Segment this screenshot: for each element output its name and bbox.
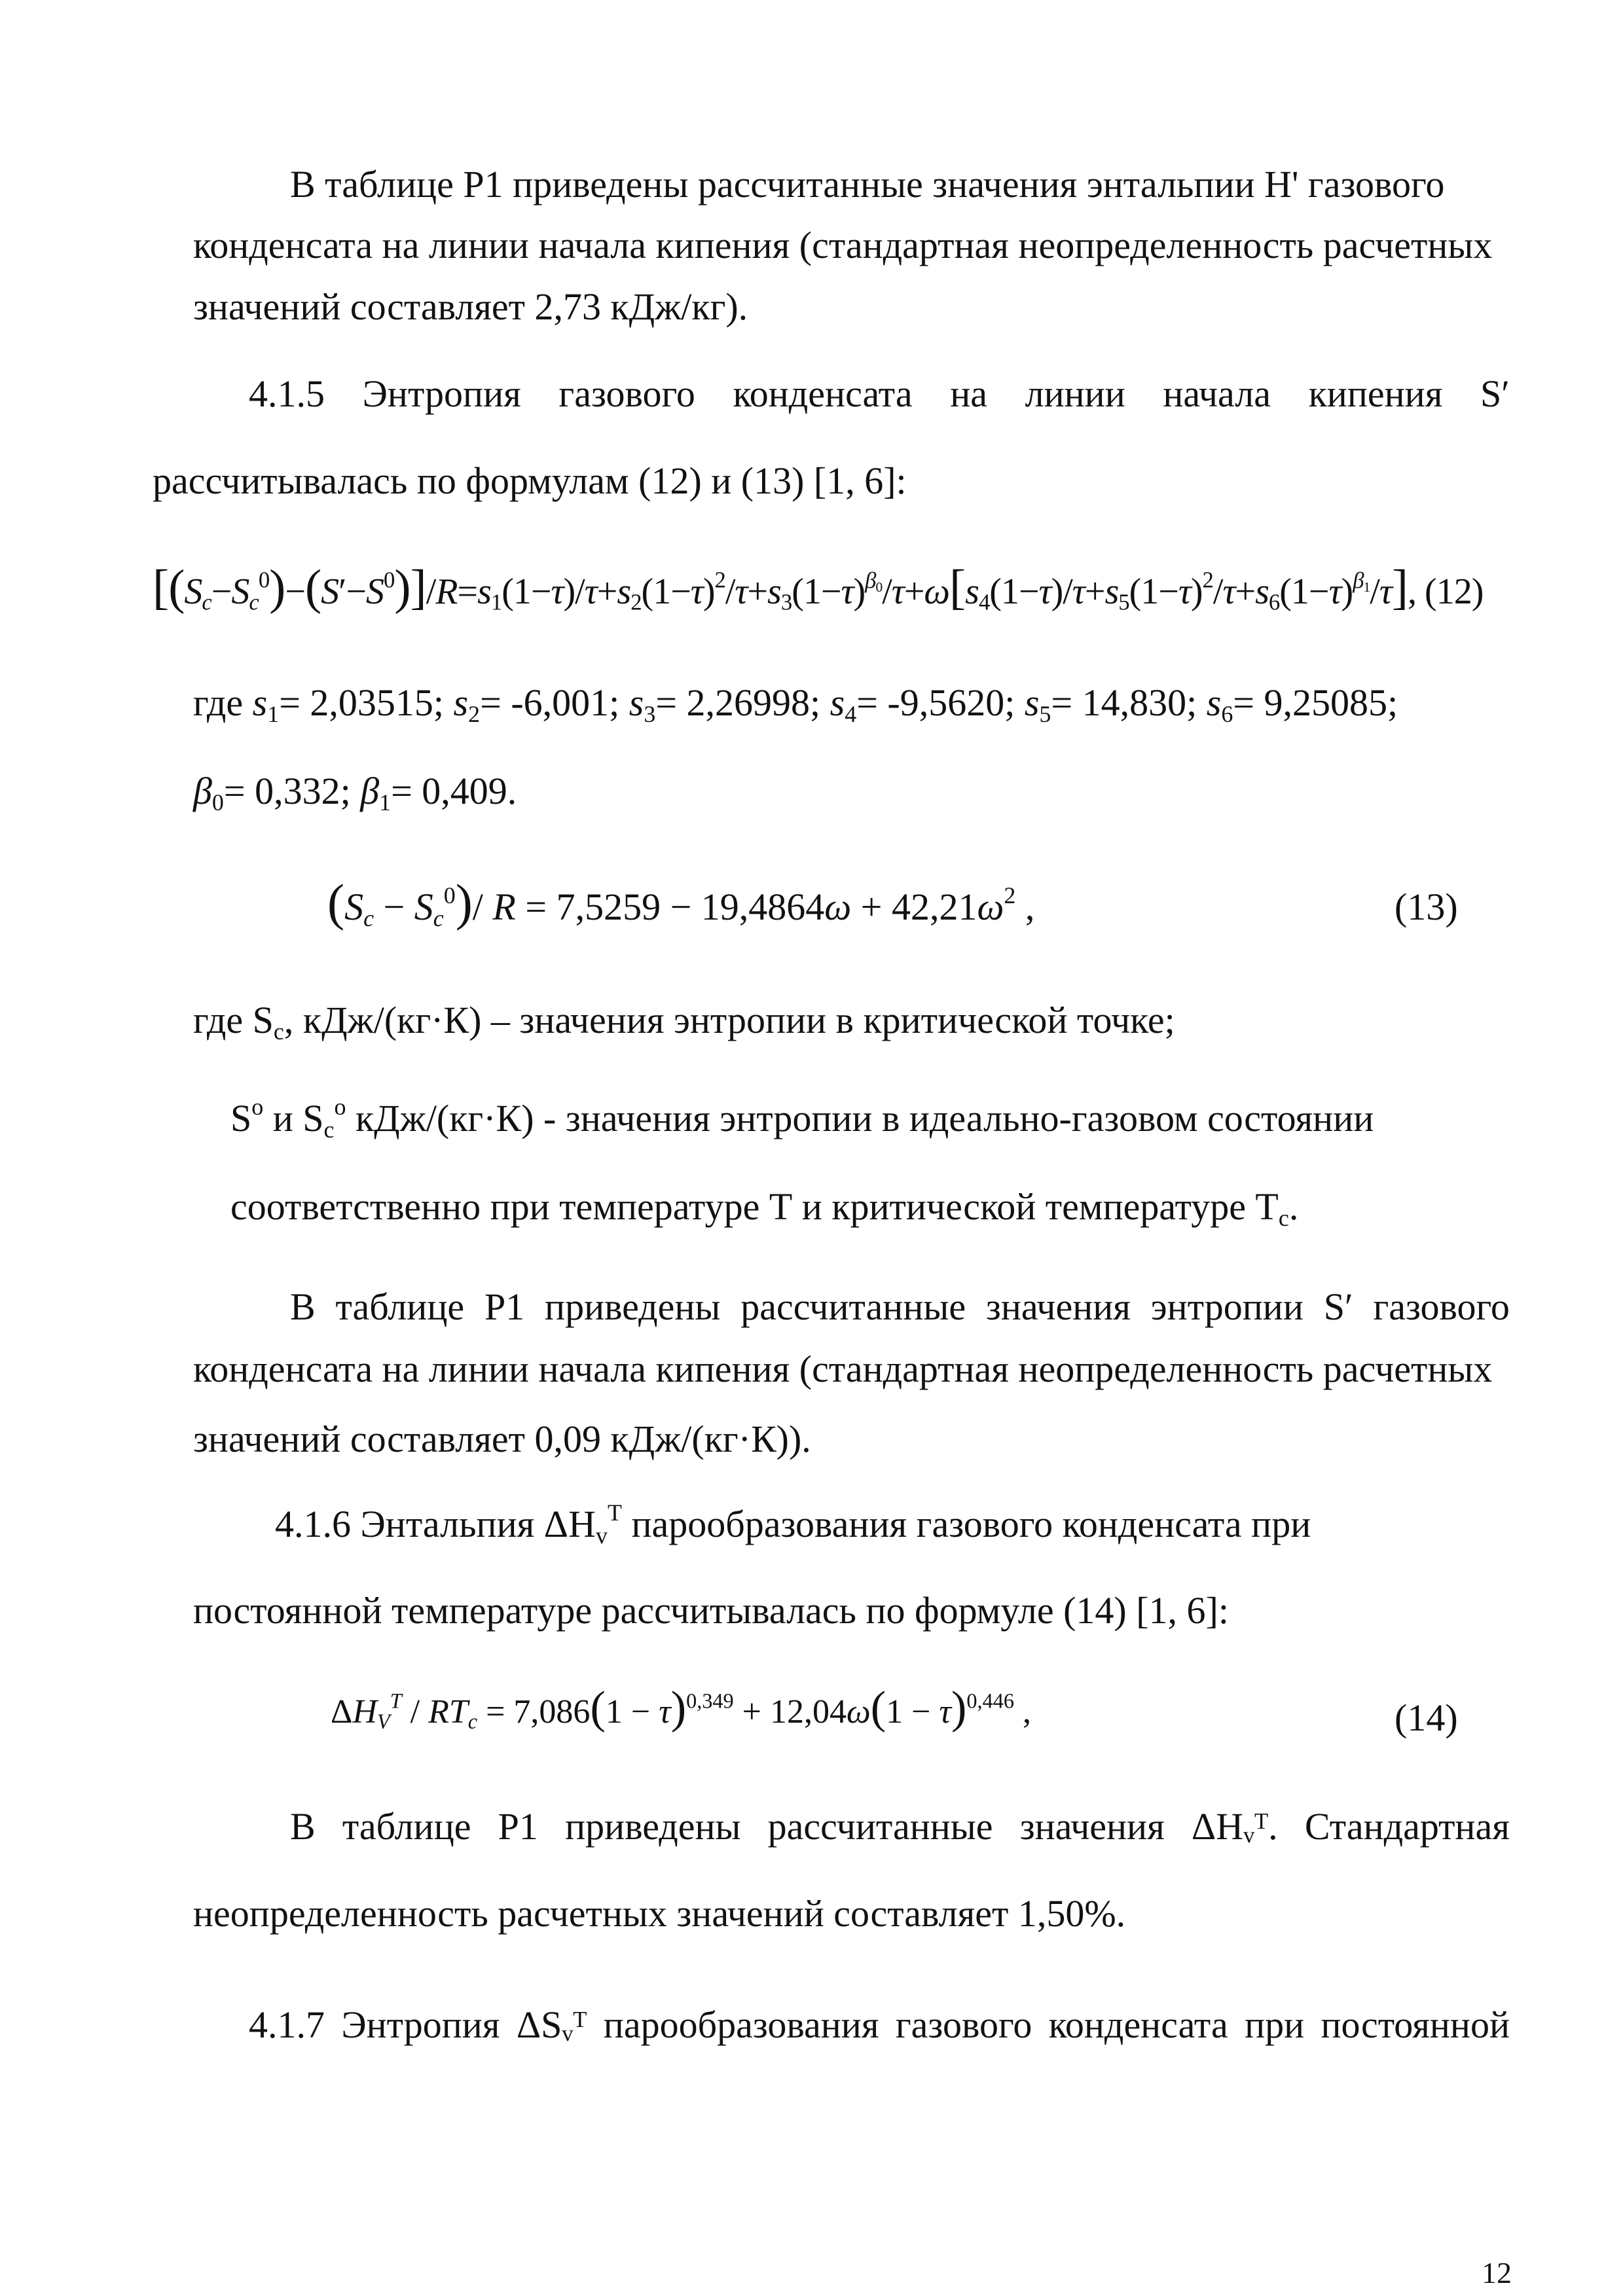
- sec415-line-1: [249, 372, 1510, 415]
- sec416-l1b: парообразования газового конденсата при: [621, 1503, 1311, 1545]
- p2-word: энтропии: [1150, 1285, 1304, 1328]
- where13-l2a: S: [230, 1097, 252, 1139]
- p3-word: Р1: [498, 1805, 538, 1848]
- p3-line-2: неопределенность расчетных значений составляет 1,50%.: [193, 1892, 1126, 1935]
- equation-12-number: , (12): [1408, 571, 1484, 612]
- sec417-word: конденсата: [1048, 2003, 1228, 2046]
- p2-word: газового: [1373, 1285, 1510, 1328]
- p3-word: рассчитанные: [767, 1805, 993, 1848]
- equation-13-rhs: = 7,5259 − 19,4864: [525, 886, 825, 928]
- equation-13-number: (13): [1395, 886, 1458, 928]
- coefficients-line-1: где $s_1= 2,03515$; $s_2= -6,001$; $s_3= 2,26998$; $s_4= -9,5620$; $s_5= 14,830$; $s_6= 9,25085$;: [193, 681, 1398, 728]
- sec415-word: S′: [1480, 372, 1510, 415]
- where13-l3a: соответственно при температуре Т и критической температуре Т: [230, 1185, 1279, 1228]
- coef-b1: = 0,409.: [391, 770, 517, 812]
- where13-l1b: , кДж/(кг·К) – значения энтропии в критической точке;: [283, 999, 1175, 1041]
- sec417-line-1: [249, 2003, 1510, 2046]
- equation-14-number: (14): [1395, 1696, 1458, 1739]
- coef-b0: = 0,332;: [223, 770, 361, 812]
- p2-word: приведены: [545, 1285, 721, 1328]
- p1-line-3: значений составляет 2,73 кДж/кг).: [193, 285, 748, 328]
- sec415-word: газового: [558, 372, 695, 415]
- p3-word: значения: [1019, 1805, 1165, 1848]
- p2-word: рассчитанные: [740, 1285, 966, 1328]
- where13-l1a: где S: [193, 999, 274, 1041]
- sec415-word: 4.1.5: [249, 372, 325, 415]
- coef-label: где: [193, 681, 244, 724]
- sec415-word: на: [950, 372, 987, 415]
- p3-word: Стандартная: [1304, 1805, 1510, 1848]
- p3-word: приведены: [565, 1805, 741, 1848]
- p2-line-1: [290, 1285, 1510, 1328]
- where13-line-1: где $S_c$, кДж/(кг·К) – значения энтропии в критической точке;: [193, 999, 1175, 1045]
- p2-line-3: значений составляет 0,09 кДж/(кг·К)).: [193, 1418, 811, 1460]
- coef-s4: = -9,5620;: [856, 681, 1025, 724]
- sec417-word: Энтропия: [341, 2003, 500, 2046]
- p3-line-1: [290, 1805, 1510, 1848]
- coefficients-line-2: $\beta_0= 0,332$; $\beta_1= 0,409$.: [193, 770, 517, 816]
- equation-12: $[(S_c-S_c^0)-(S'-S^0)]/R=s_1(1-\tau)/\tau+s_2(1-\tau)^2/\tau+s_3(1-\tau)^{\beta_0}/\tau+\omega[s_4(1-\tau)/\tau+s_5(1-\tau)^2/\tau+s_6(1-\tau)^{\beta_1}/\tau]$, (12): [153, 560, 1484, 615]
- where13-line-3: соответственно при температуре Т и критической температуре $Т_c$.: [230, 1185, 1299, 1232]
- p2-line-2: конденсата на линии начала кипения (стандартная неопределенность расчетных: [193, 1348, 1493, 1390]
- where13-line-2: $S^o$ и $S_c^o$ кДж/(кг·К) - значения энтропии в идеально-газовом состоянии: [230, 1093, 1374, 1143]
- sec415-line-2: рассчитывалась по формулам (12) и (13) [1, 6]:: [153, 459, 907, 502]
- equation-14: $\Delta H_V^T / RT_c = 7,086(1 - \tau)^{0,349} + 12,04\omega(1 - \tau)^{0,446}$ ,: [331, 1682, 1031, 1734]
- page-number: 12: [1482, 2256, 1512, 2289]
- sec415-word: конденсата: [733, 372, 913, 415]
- p3-word: ΔHᵥᵀ.: [1191, 1805, 1278, 1848]
- sec416-line-1: 4.1.6 Энтальпия $\Delta H_v^T$ парообразования газового конденсата при: [275, 1499, 1311, 1549]
- coef-s1: = 2,03515;: [279, 681, 454, 724]
- coef-s5: = 14,830;: [1051, 681, 1207, 724]
- p2-word: значения: [985, 1285, 1131, 1328]
- coef-s2: = -6,001;: [480, 681, 629, 724]
- where13-l2c: кДж/(кг·К) - значения энтропии в идеально-газовом состоянии: [346, 1097, 1374, 1139]
- p3-word: таблице: [342, 1805, 471, 1848]
- sec417-word: при: [1245, 2003, 1305, 2046]
- sec416-line-2: постоянной температуре рассчитывалась по формуле (14) [1, 6]:: [193, 1589, 1229, 1632]
- coef-s6: = 9,25085;: [1233, 681, 1398, 724]
- sec415-word: линии: [1025, 372, 1125, 415]
- p2-word: Р1: [484, 1285, 525, 1328]
- sec417-word: 4.1.7: [249, 2003, 325, 2046]
- where13-l2b: и S: [263, 1097, 324, 1139]
- sec416-l1a: 4.1.6 Энтальпия ΔH: [275, 1503, 596, 1545]
- sec415-word: кипения: [1308, 372, 1443, 415]
- equation-13-rhs2: + 42,21: [851, 886, 977, 928]
- sec415-word: Энтропия: [362, 372, 521, 415]
- equation-13: $(S_c - S_c^0)/$ $R = 7,5259 - 19,4864\omega + 42,21\omega^2$ ,: [327, 874, 1035, 932]
- p2-word: В: [290, 1285, 316, 1328]
- p1-line-2: конденсата на линии начала кипения (стандартная неопределенность расчетных: [193, 224, 1493, 266]
- p3-word: В: [290, 1805, 316, 1848]
- p1-line-1: В таблице Р1 приведены рассчитанные значения энтальпии H' газового: [290, 163, 1445, 206]
- p2-word: S′: [1323, 1285, 1353, 1328]
- sec415-word: начала: [1163, 372, 1271, 415]
- where13-l3b: .: [1288, 1185, 1299, 1228]
- sec417-word: ΔSᵥᵀ: [516, 2003, 587, 2046]
- p2-word: таблице: [335, 1285, 465, 1328]
- sec417-word: газового: [895, 2003, 1032, 2046]
- sec417-word: постоянной: [1321, 2003, 1510, 2046]
- sec417-word: парообразования: [603, 2003, 879, 2046]
- coef-s3: = 2,26998;: [655, 681, 830, 724]
